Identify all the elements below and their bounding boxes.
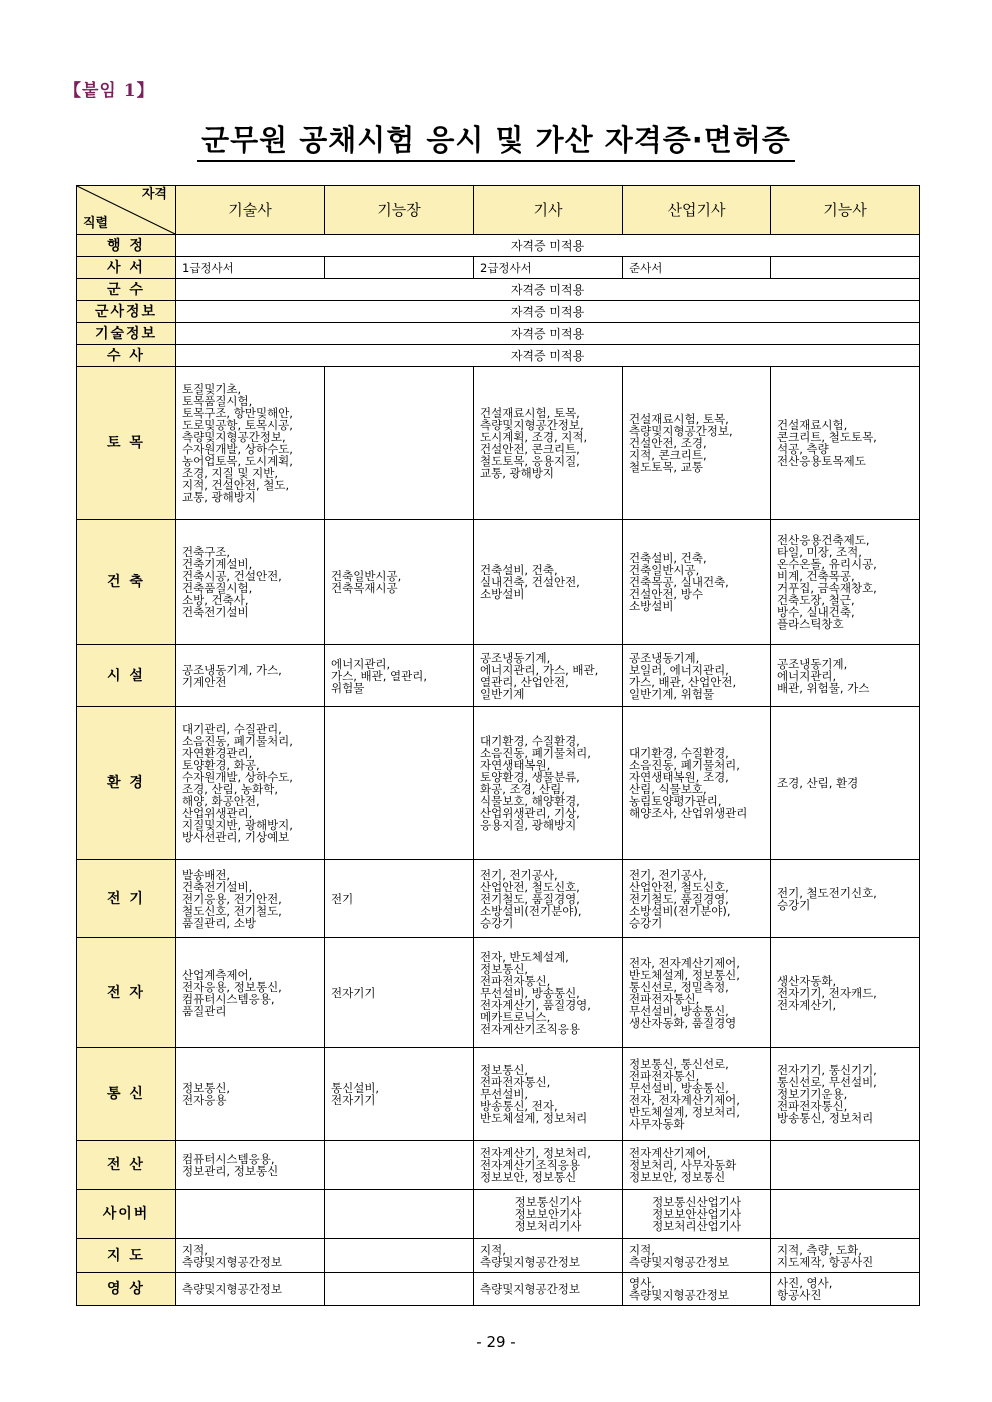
not-applicable-cell: 자격증 미적용 xyxy=(176,345,920,367)
certificate-cell: 전기 xyxy=(325,860,474,938)
certificate-cell: 생산자동화, 전자기기, 전자캐드, 전자계산기, xyxy=(771,938,920,1048)
certificate-cell: 전산응용건축제도, 타일, 미장, 조적, 온수온돌, 유리시공, 비계, 건축목공, 거푸집, 금속재창호, 건축도장, 철근, 방수, 실내건축, 플라스틱창호 xyxy=(771,520,920,645)
certificate-cell: 공조냉동기계, 에너지관리, 가스, 배관, 열관리, 산업안전, 일반기계 xyxy=(474,645,623,707)
certificate-cell xyxy=(325,1273,474,1306)
certificate-cell xyxy=(771,1190,920,1239)
certificate-cell: 사진, 영사, 항공사진 xyxy=(771,1273,920,1306)
certificate-cell: 정보통신, 통신선로, 전파전자통신, 무선설비, 방송통신, 전자, 전자계산기제어, 반도체설계, 정보처리, 사무자동화 xyxy=(623,1048,771,1141)
row-category: 수 사 xyxy=(77,345,176,367)
not-applicable-cell: 자격증 미적용 xyxy=(176,323,920,345)
table-row xyxy=(77,301,920,323)
certificate-cell: 건축설비, 건축, 건축일반시공, 건축목공, 실내건축, 건설안전, 방수 소방설비 xyxy=(623,520,771,645)
certificate-cell xyxy=(325,367,474,520)
certificate-cell: 지적, 측량및지형공간정보 xyxy=(474,1239,623,1273)
column-header: 산업기사 xyxy=(623,186,771,235)
row-category: 전 산 xyxy=(77,1141,176,1190)
certificate-cell: 전자기기, 통신기기, 통신선로, 무선설비, 정보기기운용, 전파전자통신, 방송통신, 정보처리 xyxy=(771,1048,920,1141)
certificate-cell xyxy=(771,257,920,279)
certificate-cell: 1급정사서 xyxy=(176,257,325,279)
certificate-cell: 공조냉동기계, 가스, 기계안전 xyxy=(176,645,325,707)
table-row xyxy=(77,235,920,257)
certificate-cell: 토질및기초, 토목품질시험, 토목구조, 항만및해안, 도로및공항, 토목시공, 측량및지형공간정보, 수자원개발, 상하수도, 농어업토목, 도시계획, 조경, 지질 및 지반, 지적, 건설안전, 철도, 교통, 광해방지 xyxy=(176,367,325,520)
certificate-cell: 영사, 측량및지형공간정보 xyxy=(623,1273,771,1306)
certificate-cell: 공조냉동기계, 보일러, 에너지관리, 가스, 배관, 산업안전, 일반기계, 위험물 xyxy=(623,645,771,707)
certificate-cell: 대기환경, 수질환경, 소음진동, 폐기물처리, 자연생태복원, 토양환경, 생물분류, 화공, 조경, 산림, 식물보호, 해양환경, 산업위생관리, 기상, 응용지질, 광해방지 xyxy=(474,707,623,860)
corner-header xyxy=(77,186,176,235)
table-row xyxy=(77,1239,920,1273)
column-header: 기능장 xyxy=(325,186,474,235)
certificate-cell: 발송배전, 건축전기설비, 전기응용, 전기안전, 철도신호, 전기철도, 품질관리, 소방 xyxy=(176,860,325,938)
page-number: - 29 - xyxy=(476,1333,516,1351)
certificate-cell xyxy=(325,1141,474,1190)
table-row xyxy=(77,1048,920,1141)
certificate-cell: 정보통신기사 정보보안기사 정보처리기사 xyxy=(474,1190,623,1239)
certificate-cell xyxy=(325,707,474,860)
certificate-cell: 정보통신, 전파전자통신, 무선설비, 방송통신, 전자, 반도체설계, 정보처리 xyxy=(474,1048,623,1141)
column-header: 기사 xyxy=(474,186,623,235)
certificate-cell: 측량및지형공간정보 xyxy=(474,1273,623,1306)
table-row xyxy=(77,345,920,367)
certificate-cell: 건축일반시공, 건축목재시공 xyxy=(325,520,474,645)
header-row xyxy=(77,186,920,235)
row-category: 군사정보 xyxy=(77,301,176,323)
table-row xyxy=(77,520,920,645)
certificate-cell: 지적, 측량및지형공간정보 xyxy=(623,1239,771,1273)
table-row xyxy=(77,279,920,301)
certificate-cell: 측량및지형공간정보 xyxy=(176,1273,325,1306)
certificate-cell: 2급정사서 xyxy=(474,257,623,279)
row-category: 기술정보 xyxy=(77,323,176,345)
not-applicable-cell: 자격증 미적용 xyxy=(176,279,920,301)
certificate-cell: 대기관리, 수질관리, 소음진동, 폐기물처리, 자연환경관리, 토양환경, 화공, 수자원개발, 상하수도, 조경, 산림, 농화학, 해양, 화공안전, 산업위생관리, 지질및지반, 광해방지, 방사선관리, 기상예보 xyxy=(176,707,325,860)
certificate-cell: 전자, 반도체설계, 정보통신, 전파전자통신, 무선설비, 방송통신, 전자계산기, 품질경영, 메카트로닉스, 전자계산기조직응용 xyxy=(474,938,623,1048)
certificate-cell: 건설재료시험, 콘크리트, 철도토목, 석공, 측량 전산응용토목제도 xyxy=(771,367,920,520)
row-category: 통 신 xyxy=(77,1048,176,1141)
certificate-cell: 전기, 전기공사, 산업안전, 철도신호, 전기철도, 품질경영, 소방설비(전기분야), 승강기 xyxy=(623,860,771,938)
table-body xyxy=(77,235,920,1306)
page-title-text: 군무원 공채시험 응시 및 가산 자격증·면허증 xyxy=(197,123,795,162)
row-category: 영 상 xyxy=(77,1273,176,1306)
certificate-cell: 산업계측제어, 전자응용, 정보통신, 컴퓨터시스템응용, 품질관리 xyxy=(176,938,325,1048)
row-category: 군 수 xyxy=(77,279,176,301)
certificate-cell xyxy=(176,1190,325,1239)
row-category: 전 자 xyxy=(77,938,176,1048)
certificate-table xyxy=(76,185,920,1306)
certificate-cell xyxy=(771,1141,920,1190)
row-category: 지 도 xyxy=(77,1239,176,1273)
row-category: 전 기 xyxy=(77,860,176,938)
certificate-cell xyxy=(325,257,474,279)
page-title xyxy=(0,118,992,159)
row-category: 행 정 xyxy=(77,235,176,257)
row-category: 사 서 xyxy=(77,257,176,279)
certificate-cell xyxy=(325,1239,474,1273)
table-row xyxy=(77,938,920,1048)
table-row xyxy=(77,860,920,938)
column-header: 기술사 xyxy=(176,186,325,235)
certificate-cell: 지적, 측량, 도화, 지도제작, 항공사진 xyxy=(771,1239,920,1273)
certificate-cell: 준사서 xyxy=(623,257,771,279)
certificate-cell: 조경, 산림, 환경 xyxy=(771,707,920,860)
row-category: 환 경 xyxy=(77,707,176,860)
certificate-cell: 공조냉동기계, 에너지관리, 배관, 위험물, 가스 xyxy=(771,645,920,707)
certificate-cell: 통신설비, 전자기기 xyxy=(325,1048,474,1141)
row-category: 토 목 xyxy=(77,367,176,520)
certificate-cell: 건설재료시험, 토목, 측량및지형공간정보, 건설안전, 조경, 지적, 콘크리트, 철도토목, 교통 xyxy=(623,367,771,520)
certificate-cell: 전자, 전자계산기제어, 반도체설계, 정보통신, 통신선로, 정밀측정, 전파전자통신, 무선설비, 방송통신, 생산자동화, 품질경영 xyxy=(623,938,771,1048)
certificate-cell: 대기환경, 수질환경, 소음진동, 폐기물처리, 자연생태복원, 조경, 산림, 식물보호, 농림토양평가관리, 해양조사, 산업위생관리 xyxy=(623,707,771,860)
certificate-cell: 정보통신산업기사 정보보안산업기사 정보처리산업기사 xyxy=(623,1190,771,1239)
row-category: 건 축 xyxy=(77,520,176,645)
certificate-cell: 건설재료시험, 토목, 측량및지형공간정보, 도시계획, 조경, 지적, 건설안전, 콘크리트, 철도토목, 응용지질, 교통, 광해방지 xyxy=(474,367,623,520)
column-header: 기능사 xyxy=(771,186,920,235)
table-row xyxy=(77,1141,920,1190)
certificate-cell: 전자계산기제어, 정보처리, 사무자동화 정보보안, 정보통신 xyxy=(623,1141,771,1190)
table-row xyxy=(77,367,920,520)
certificate-cell: 지적, 측량및지형공간정보 xyxy=(176,1239,325,1273)
certificate-cell: 건축구조, 건축기계설비, 건축시공, 건설안전, 건축품질시험, 소방, 건축사, 건축전기설비 xyxy=(176,520,325,645)
certificate-cell: 건축설비, 건축, 실내건축, 건설안전, 소방설비 xyxy=(474,520,623,645)
table-row xyxy=(77,257,920,279)
certificate-cell: 전자계산기, 정보처리, 전자계산기조직응용 정보보안, 정보통신 xyxy=(474,1141,623,1190)
corner-bottom-label: 직렬 xyxy=(83,216,109,231)
row-category: 사이버 xyxy=(77,1190,176,1239)
table-row xyxy=(77,1273,920,1306)
certificate-cell: 전기, 전기공사, 산업안전, 철도신호, 전기철도, 품질경영, 소방설비(전기분야), 승강기 xyxy=(474,860,623,938)
attachment-tag: 【붙임 1】 xyxy=(64,81,155,101)
not-applicable-cell: 자격증 미적용 xyxy=(176,235,920,257)
certificate-cell: 전기, 철도전기신호, 승강기 xyxy=(771,860,920,938)
certificate-cell: 정보통신, 전자응용 xyxy=(176,1048,325,1141)
not-applicable-cell: 자격증 미적용 xyxy=(176,301,920,323)
corner-top-label: 자격 xyxy=(141,187,167,202)
certificate-cell xyxy=(325,1190,474,1239)
certificate-cell: 전자기기 xyxy=(325,938,474,1048)
table-row xyxy=(77,707,920,860)
row-category: 시 설 xyxy=(77,645,176,707)
certificate-cell: 컴퓨터시스템응용, 정보관리, 정보통신 xyxy=(176,1141,325,1190)
table-row xyxy=(77,645,920,707)
table-row xyxy=(77,1190,920,1239)
table-row xyxy=(77,323,920,345)
certificate-cell: 에너지관리, 가스, 배관, 열관리, 위험물 xyxy=(325,645,474,707)
